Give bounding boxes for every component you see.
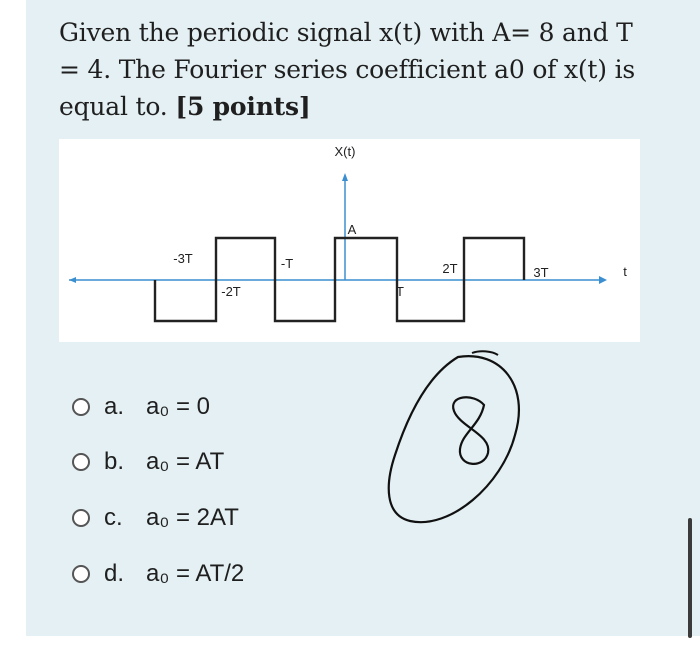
- scrollbar-thumb[interactable]: [688, 518, 692, 638]
- option-b-text: a₀ = AT: [146, 448, 225, 475]
- tick-label-neg-3t: -3T: [173, 251, 193, 266]
- signal-figure: [59, 139, 640, 342]
- t-axis-left-arrow: [69, 277, 76, 283]
- option-c-text: a₀ = 2AT: [146, 504, 239, 531]
- ink-eight: [453, 397, 488, 464]
- handwritten-annotation: [380, 345, 540, 540]
- option-a-letter: a.: [104, 393, 125, 420]
- question-text: [59, 14, 659, 125]
- question-body: Given the periodic signal x(t) with A= 8 and T = 4. The Fourier series coefficient a0 of x(t) is equal to.: [59, 18, 635, 121]
- option-b[interactable]: [72, 442, 372, 482]
- tick-label-t: T: [396, 284, 404, 299]
- x-axis-label: t: [623, 264, 627, 279]
- tick-label-neg-2t: -2T: [221, 284, 241, 299]
- ink-circle: [389, 356, 519, 522]
- option-d-letter: d.: [104, 560, 125, 587]
- handwritten-eight-circled: [380, 345, 540, 535]
- option-d-radio[interactable]: [72, 565, 90, 583]
- option-d[interactable]: [72, 554, 372, 594]
- tick-label-neg-t: -T: [280, 256, 294, 271]
- option-c-radio[interactable]: [72, 509, 90, 527]
- question-points: [5 points]: [175, 92, 311, 121]
- tick-label-3t: 3T: [533, 265, 549, 280]
- option-d-text: a₀ = AT/2: [146, 560, 245, 587]
- amplitude-label: A: [347, 222, 357, 237]
- y-axis-arrow: [342, 173, 348, 181]
- option-b-radio[interactable]: [72, 453, 90, 471]
- signal-plot: [59, 139, 640, 342]
- t-axis-right-arrow: [599, 276, 607, 284]
- option-c[interactable]: [72, 498, 372, 538]
- option-a-text: a₀ = 0: [146, 393, 211, 420]
- y-axis-label: X(t): [334, 144, 356, 159]
- option-a[interactable]: [72, 387, 372, 427]
- tick-label-2t: 2T: [442, 261, 458, 276]
- option-a-radio[interactable]: [72, 398, 90, 416]
- option-c-letter: c.: [104, 504, 123, 531]
- option-b-letter: b.: [104, 448, 125, 475]
- ink-stroke: [472, 351, 498, 355]
